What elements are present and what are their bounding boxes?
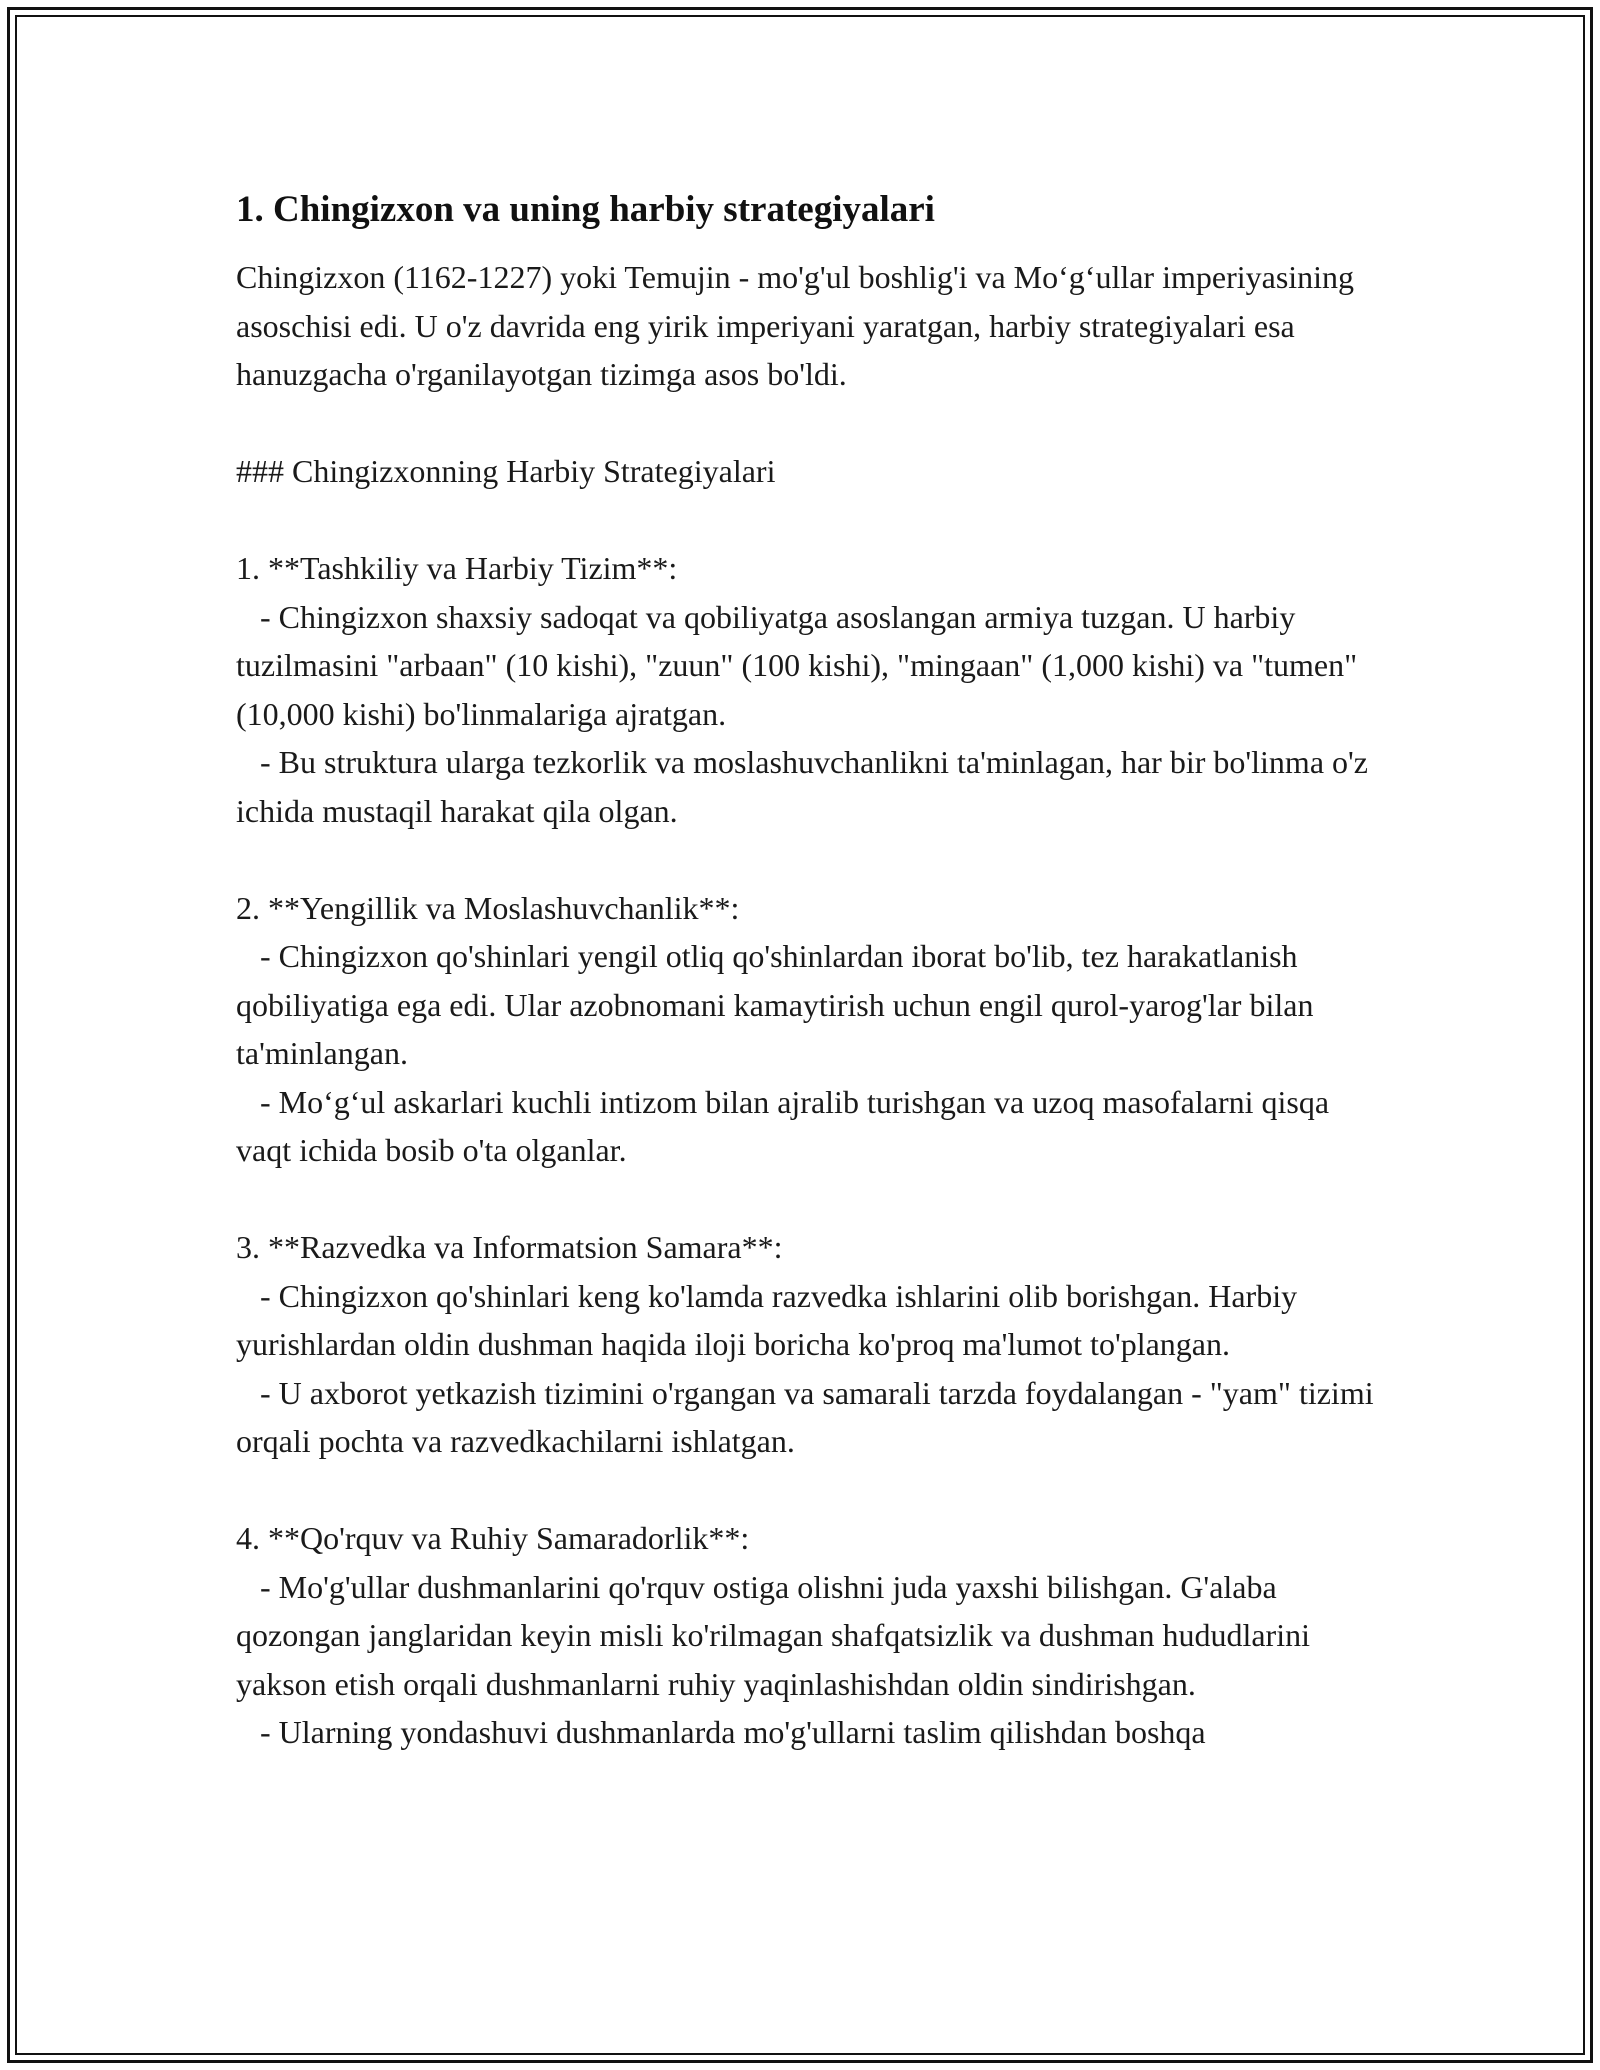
bullet-point: - Mo'g'ullar dushmanlarini qo'rquv ostiga olishni juda yaxshi bilishgan. G'alaba qozongan janglaridan keyin misli ko'rilmagan shafqatsizlik va dushman hududlarini yakson etish orqali dushmanlarni ruhiy yaqinlashishdan oldin sindirishgan. [236,1568,1318,1702]
spacer [236,1466,1386,1515]
section-heading: 4. **Qo'rquv va Ruhiy Samaradorlik**: [236,1520,750,1556]
section-heading: 3. **Razvedka va Informatsion Samara**: [236,1229,783,1265]
spacer [236,1175,1386,1224]
section-fear [236,1514,1386,1757]
section-heading: 2. **Yengillik va Moslashuvchanlik**: [236,889,740,926]
section-flexibility [236,884,1386,1175]
subheading: ### Chingizxonning Harbiy Strategiyalari [236,453,776,489]
spacer [236,835,1386,884]
section-heading: 1. **Tashkiliy va Harbiy Tizim**: [236,550,678,586]
document-title: 1. Chingizxon va uning harbiy strategiyalari [236,189,935,230]
bullet-point: - U axborot yetkazish tizimini o'rgangan va samarali tarzda foydalangan - "yam" tizimi orqali pochta va razvedkachilarni ishlatgan. [236,1374,1382,1459]
bullet-point: - Mo‘g‘ul askarlari kuchli intizom bilan ajralib turishgan va uzoq masofalarni qisqa vaqt ichida bosib o'ta olganlar. [236,1083,1338,1168]
spacer [236,496,1386,545]
bullet-point: - Chingizxon qo'shinlari keng ko'lamda razvedka ishlarini olib borishgan. Harbiy yurishlardan oldin dushman haqida iloji boricha ko'proq ma'lumot to'plangan. [236,1277,1306,1362]
intro-paragraph: Chingizxon (1162-1227) yoki Temujin - mo'g'ul boshlig'i va Mo‘g‘ullar imperiyasining asoschisi edi. U o'z davrida eng yirik imperiyani yaratgan, harbiy strategiyalari esa hanuzgacha o'rganilayotgan tizimga asos bo'ldi. [236,259,1363,392]
section-organization [236,544,1386,835]
spacer [236,399,1386,448]
bullet-point: - Ularning yondashuvi dushmanlarda mo'g'ullarni taslim qilishdan boshqa [236,1714,1206,1750]
bullet-point: - Bu struktura ularga tezkorlik va moslashuvchanlikni ta'minlagan, har bir bo'linma o'z ichida mustaqil harakat qila olgan. [236,744,1376,829]
section-intelligence [236,1223,1386,1466]
document-body [236,186,1386,1757]
bullet-point: - Chingizxon qo'shinlari yengil otliq qo'shinlardan iborat bo'lib, tez harakatlanish qobiliyatiga ega edi. Ular azobnomani kamaytirish uchun engil qurol-yarog'lar bilan ta'minlangan. [236,938,1322,1071]
bullet-point: - Chingizxon shaxsiy sadoqat va qobiliyatga asoslangan armiya tuzgan. U harbiy tuzilmasini "arbaan" (10 kishi), "zuun" (100 kishi), "mingaan" (1,000 kishi) va "tumen" (10,000 kishi) bo'linmalariga ajratgan. [236,598,1366,732]
